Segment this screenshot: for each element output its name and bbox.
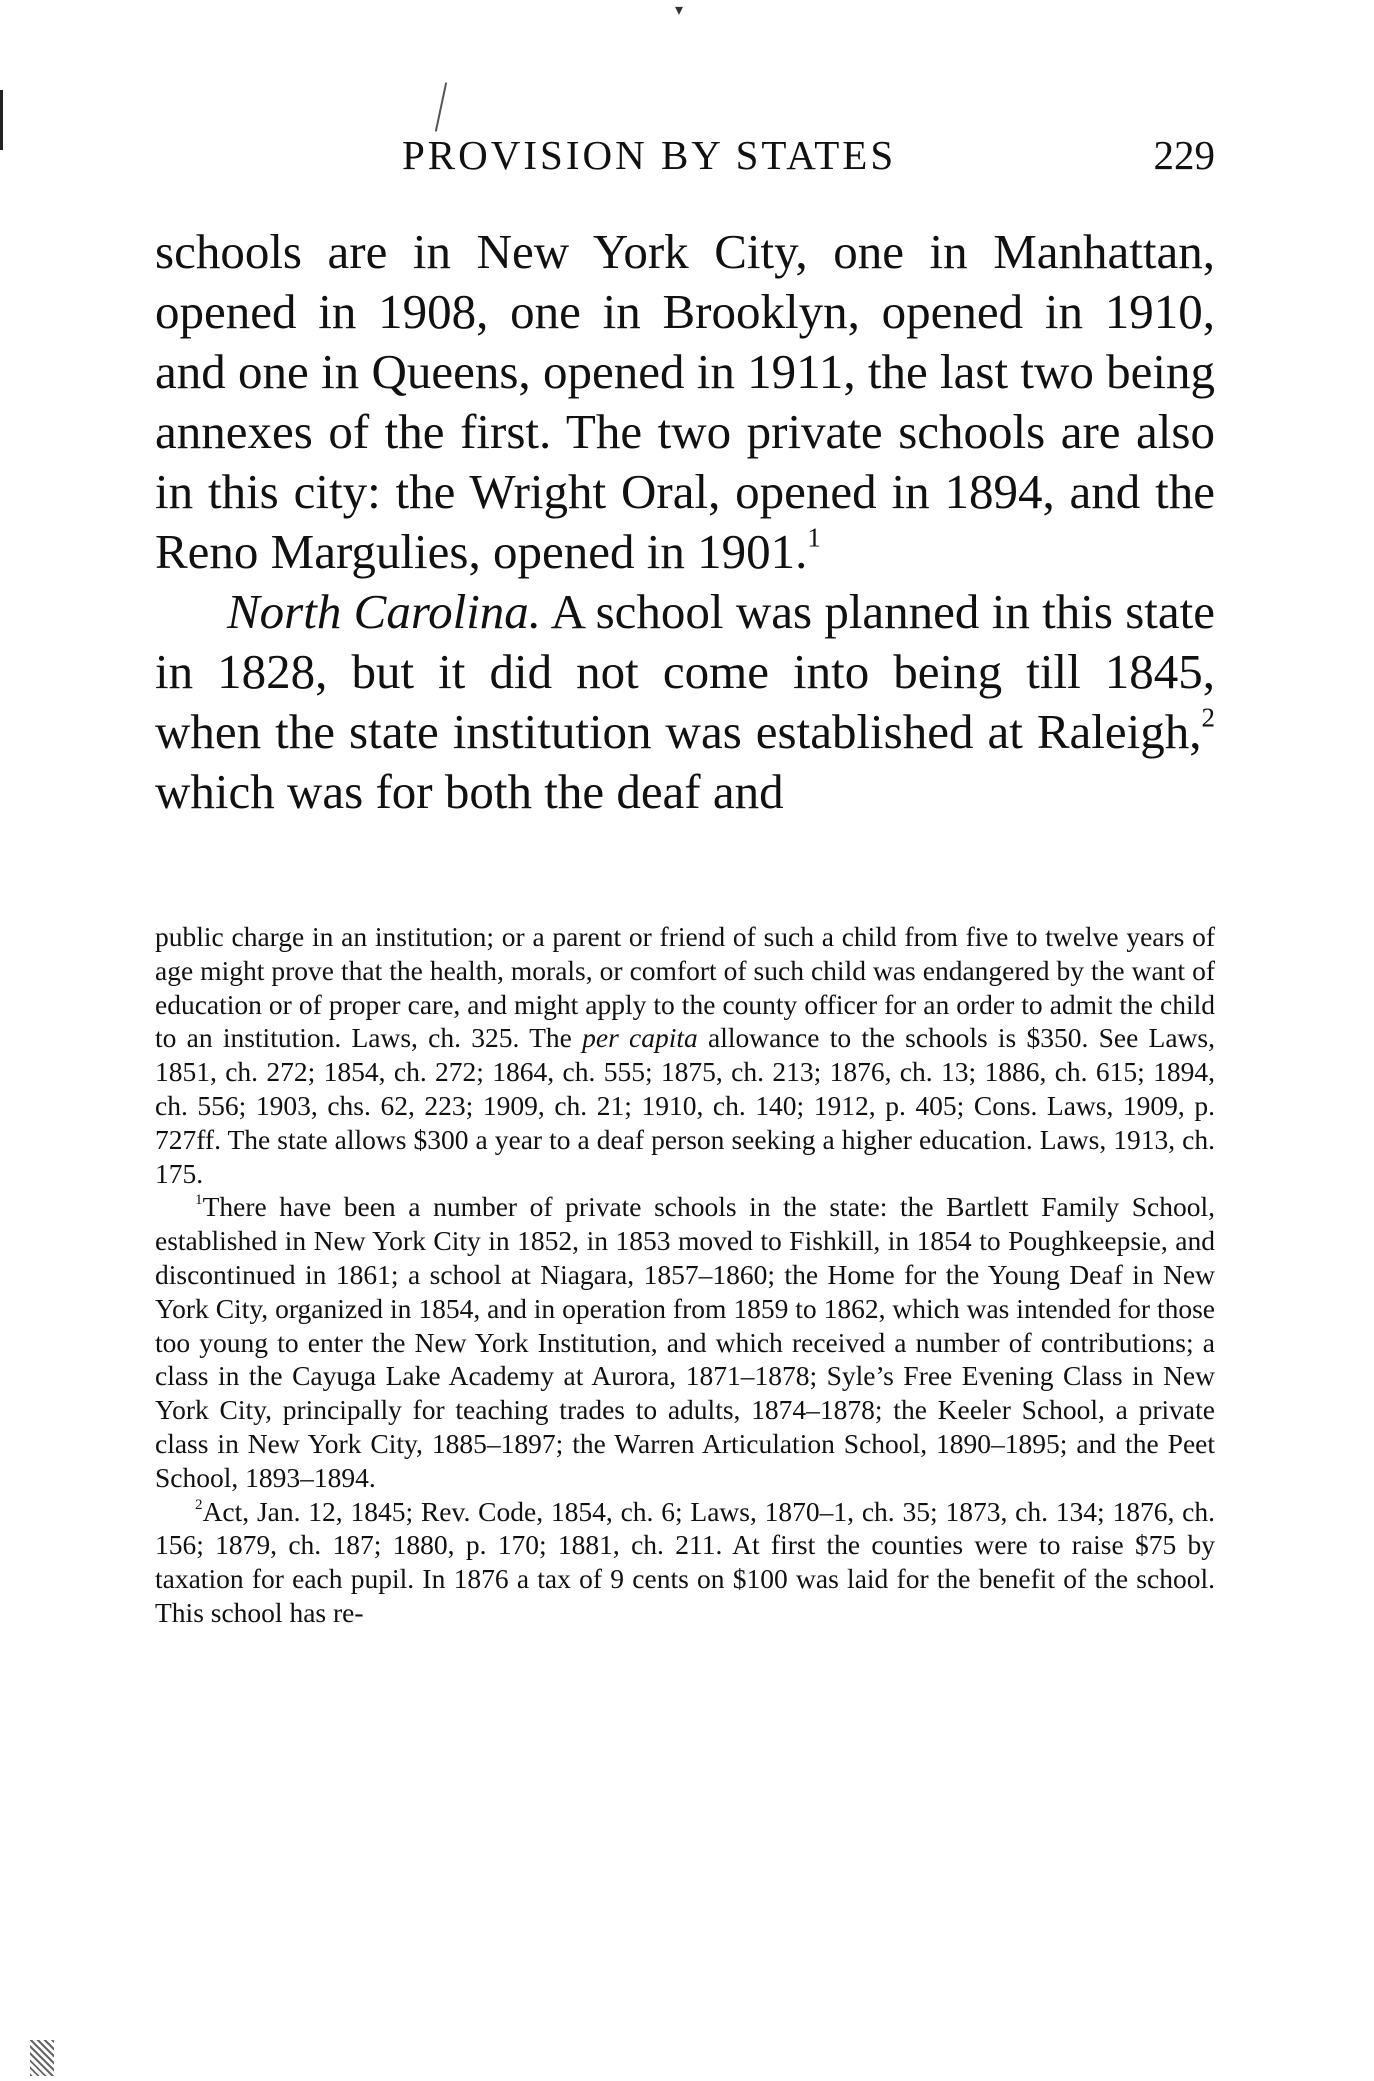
body-paragraph-2-text-b: which was for both the deaf and bbox=[155, 764, 784, 819]
footnotes bbox=[155, 920, 1215, 1630]
footnote-continuation bbox=[155, 920, 1215, 1190]
footnote-ref-1: 1 bbox=[807, 522, 821, 553]
footnote-1 bbox=[155, 1190, 1215, 1494]
page-number: 229 bbox=[1153, 132, 1215, 178]
body-paragraph-2-text-a: A school was planned in this state in 1828, but it did not come into being till 1845, when the state institution was established at Raleigh, bbox=[155, 584, 1215, 759]
body-paragraph-2 bbox=[155, 582, 1215, 822]
scan-mark-top: ▾ bbox=[675, 2, 684, 19]
scan-mark-corner bbox=[30, 2040, 54, 2076]
footnote-2-marker: 2 bbox=[195, 1496, 203, 1513]
body-text bbox=[155, 222, 1215, 822]
footnote-2 bbox=[155, 1495, 1215, 1630]
footnote-1-marker: 1 bbox=[195, 1192, 203, 1209]
footnote-continuation-text-b: allowance to the schools is $350. See Laws, 1851, ch. 272; 1854, ch. 272; 1864, ch. 555; 1875, ch. 213; 1876, ch. 13; 1886, ch. 615; 1894, ch. 556; 1903, chs. 62, 223; 1909, ch. 21; 1910, ch. 140; 1912, p. 405; Cons. Laws, 1909, p. 727ff. The state allows $300 a year to a deaf person seeking a higher education. Laws, 1913, ch. 175. bbox=[155, 1022, 1215, 1189]
footnote-ref-2: 2 bbox=[1201, 702, 1215, 733]
footnote-2-text: Act, Jan. 12, 1845; Rev. Code, 1854, ch. 6; Laws, 1870–1, ch. 35; 1873, ch. 134; 1876, ch. 156; 1879, ch. 187; 1880, p. 170; 1881, ch. 211. At first the counties were to raise $75 by taxation for each pupil. In 1876 a tax of 9 cents on $100 was laid for the benefit of the school. This school has re- bbox=[155, 1495, 1215, 1628]
body-paragraph-1-text: schools are in New York City, one in Manhattan, opened in 1908, one in Brooklyn, opened in 1910, and one in Queens, opened in 1911, the last two being annexes of the first. The two private schools are also in this city: the Wright Oral, opened in 1894, and the Reno Margulies, opened in 1901. bbox=[155, 224, 1215, 579]
footnote-continuation-italic: per capita bbox=[582, 1022, 698, 1054]
body-paragraph-1 bbox=[155, 222, 1215, 582]
running-head bbox=[155, 125, 1215, 185]
running-title: PROVISION BY STATES bbox=[402, 132, 897, 178]
footnote-continuation-text-a: public charge in an institution; or a parent or friend of such a child from five to twelve years of age might prove that the health, morals, or comfort of such child was endangered by the want of education or of proper care, and might apply to the county officer for an order to admit the child to an institution. Laws, ch. 325. The bbox=[155, 921, 1215, 1054]
footnote-1-text: There have been a number of private schools in the state: the Bartlett Family School, established in New York City in 1852, in 1853 moved to Fishkill, in 1854 to Poughkeepsie, and discontinued in 1861; a school at Niagara, 1857–1860; the Home for the Young Deaf in New York City, organized in 1854, and in operation from 1859 to 1862, which was intended for those too young to enter the New York Institution, and which received a number of contributions; a class in the Cayuga Lake Academy at Aurora, 1871–1878; Syle’s Free Evening Class in New York City, principally for teaching trades to adults, 1874–1878; the Keeler School, a private class in New York City, 1885–1897; the Warren Articulation School, 1890–1895; and the Peet School, 1893–1894. bbox=[155, 1191, 1215, 1493]
section-heading-north-carolina: North Carolina. bbox=[227, 584, 542, 639]
scan-mark-left-edge bbox=[0, 90, 3, 150]
